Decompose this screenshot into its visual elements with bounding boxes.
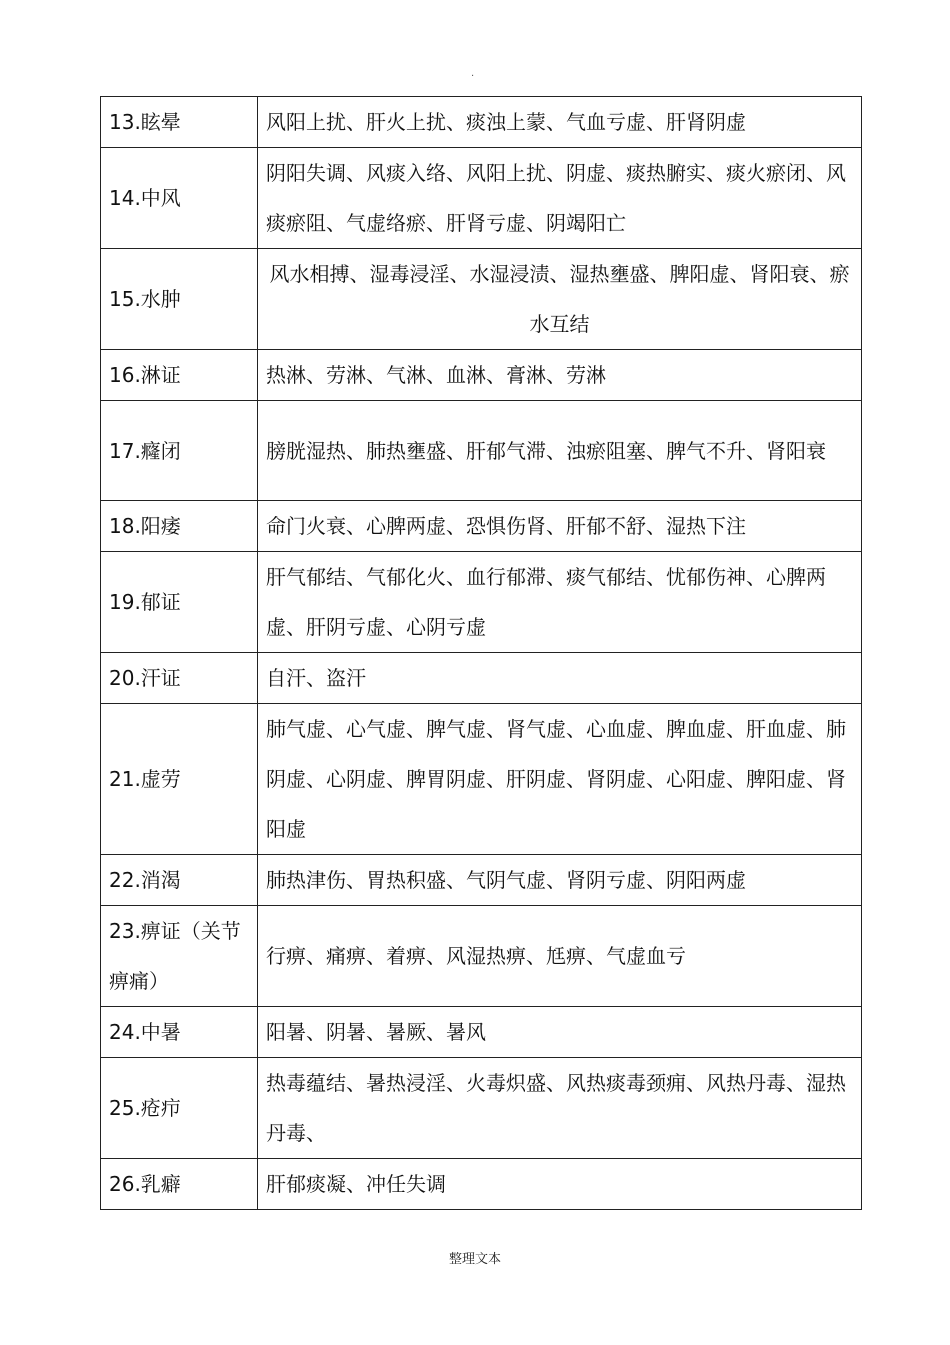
disease-name-cell: 20.汗证: [101, 653, 258, 704]
syndrome-types-cell: 膀胱湿热、肺热壅盛、肝郁气滞、浊瘀阻塞、脾气不升、肾阳衰: [258, 401, 862, 501]
table-row: [101, 855, 862, 906]
table-row: [101, 1058, 862, 1159]
table-row: [101, 148, 862, 249]
disease-name-cell: 16.淋证: [101, 350, 258, 401]
disease-name-cell: 18.阳痿: [101, 501, 258, 552]
table-row: [101, 501, 862, 552]
syndrome-types-cell: 阴阳失调、风痰入络、风阳上扰、阴虚、痰热腑实、痰火瘀闭、风痰瘀阻、气虚络瘀、肝肾亏虚、阴竭阳亡: [258, 148, 862, 249]
table-row: [101, 350, 862, 401]
syndrome-types-cell: 阳暑、阴暑、暑厥、暑风: [258, 1007, 862, 1058]
disease-name-cell: 24.中暑: [101, 1007, 258, 1058]
table-row: [101, 97, 862, 148]
top-dot-mark: ·: [471, 71, 475, 82]
disease-name-cell: 13.眩晕: [101, 97, 258, 148]
table-row: [101, 906, 862, 1007]
disease-name-cell: 22.消渴: [101, 855, 258, 906]
syndrome-types-cell: 肺热津伤、胃热积盛、气阴气虚、肾阴亏虚、阴阳两虚: [258, 855, 862, 906]
syndrome-types-cell: 风阳上扰、肝火上扰、痰浊上蒙、气血亏虚、肝肾阴虚: [258, 97, 862, 148]
disease-name-cell: 15.水肿: [101, 249, 258, 350]
syndrome-types-cell: 热毒蕴结、暑热浸淫、火毒炽盛、风热痰毒颈痈、风热丹毒、湿热丹毒、: [258, 1058, 862, 1159]
disease-name-cell: 26.乳癖: [101, 1159, 258, 1210]
disease-name-cell: 25.疮疖: [101, 1058, 258, 1159]
table-row: [101, 1007, 862, 1058]
disease-name-cell: 23.痹证（关节痹痛）: [101, 906, 258, 1007]
syndrome-types-cell: 肝气郁结、气郁化火、血行郁滞、痰气郁结、忧郁伤神、心脾两虚、肝阴亏虚、心阴亏虚: [258, 552, 862, 653]
syndrome-table: [100, 96, 862, 1210]
syndrome-types-cell: 行痹、痛痹、着痹、风湿热痹、尪痹、气虚血亏: [258, 906, 862, 1007]
disease-name-cell: 14.中风: [101, 148, 258, 249]
syndrome-types-cell: 热淋、劳淋、气淋、血淋、膏淋、劳淋: [258, 350, 862, 401]
page-footer: 整理文本: [448, 1252, 501, 1267]
syndrome-types-cell: 肺气虚、心气虚、脾气虚、肾气虚、心血虚、脾血虚、肝血虚、肺阴虚、心阴虚、脾胃阴虚、肝阴虚、肾阴虚、心阳虚、脾阳虚、肾阳虚: [258, 704, 862, 855]
table-row: [101, 249, 862, 350]
table-row: [101, 552, 862, 653]
syndrome-types-cell: 肝郁痰凝、冲任失调: [258, 1159, 862, 1210]
table-row: [101, 1159, 862, 1210]
table-row: [101, 704, 862, 855]
syndrome-types-cell: 自汗、盗汗: [258, 653, 862, 704]
disease-name-cell: 17.癃闭: [101, 401, 258, 501]
disease-name-cell: 21.虚劳: [101, 704, 258, 855]
table-row: [101, 653, 862, 704]
syndrome-types-cell: 命门火衰、心脾两虚、恐惧伤肾、肝郁不舒、湿热下注: [258, 501, 862, 552]
disease-name-cell: 19.郁证: [101, 552, 258, 653]
table-row: [101, 401, 862, 501]
syndrome-types-cell: 风水相搏、湿毒浸淫、水湿浸渍、湿热壅盛、脾阳虚、肾阳衰、瘀水互结: [258, 249, 862, 350]
